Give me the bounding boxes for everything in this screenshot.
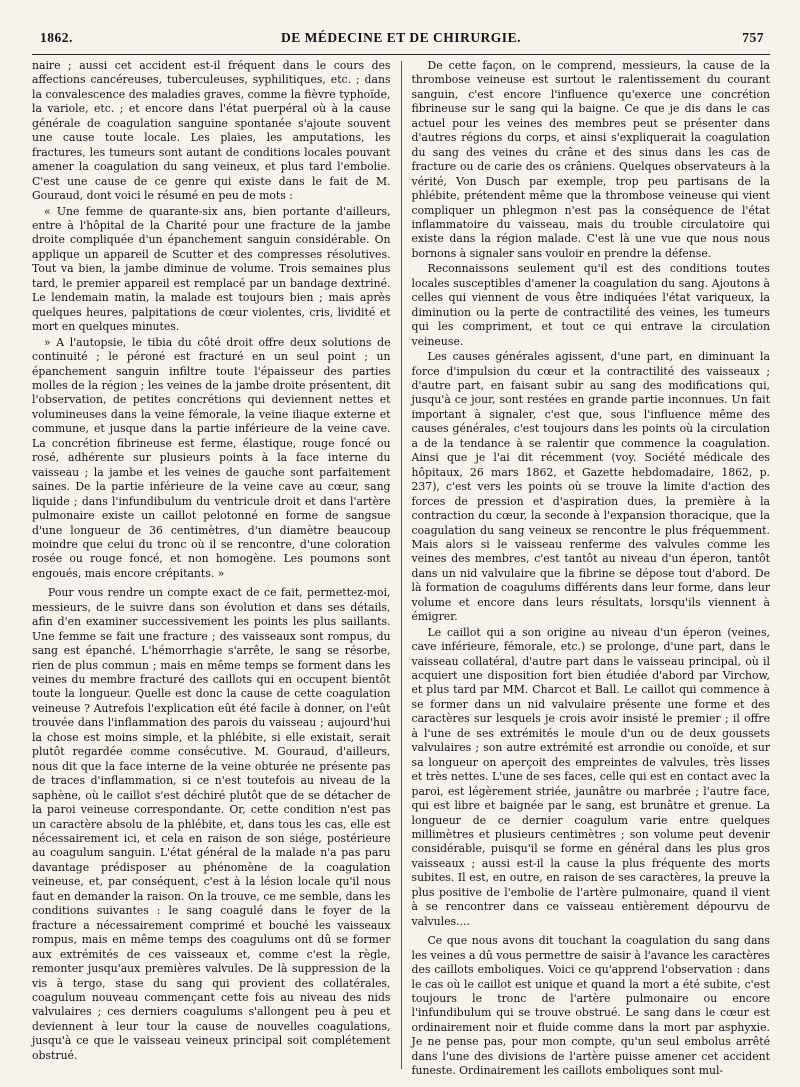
left-column [32, 59, 391, 1069]
header-year: 1862. [40, 30, 73, 45]
text-columns [32, 59, 770, 1078]
page-number: 757 [742, 30, 764, 45]
paragraph: naire ; aussi cet accident est-il fréquent dans le cours des affections cancéreuses, tuberculeuses, syphilitiques, etc. ; dans la convalescence des maladies graves, comme la fièvre typhoïde, la variole, etc. ; et encore dans l'état puerpéral où à la cause générale de coagulation sanguine spontanée s'ajoute souvent une cause toute locale. Les plaies, les amputations, les fractures, les tumeurs sont autant de conditions locales pouvant amener la coagulation du sang veineux, et plus tard l'embolie. C'est une cause de ce genre qui existe dans le fait de M. Gouraud, dont voici le résumé en peu de mots : [32, 59, 391, 203]
column-divider [401, 61, 402, 1069]
paragraph: Reconnaissons seulement qu'il est des conditions toutes locales susceptibles d'amener la coagulation du sang. Ajoutons à celles qui viennent de vous être indiquées l'état variqueux, la diminution ou la perte de contractilité des veines, les tumeurs qui les compriment, et tout ce qui entrave la circulation veineuse. [411, 262, 770, 348]
quoted-autopsy: » A l'autopsie, le tibia du côté droit offre deux solutions de continuité ; le péroné est fracturé en un seul point ; un épanchement sanguin infiltre toute l'épaisseur des parties molles de la région ; les veines de la jambe droite présentent, dit l'observation, de petites concrétions qui deviennent nettes et volumineuses dans la veine fémorale, la veine iliaque externe et commune, et jusque dans la partie inférieure de la veine cave. La concrétion fibrineuse est ferme, élastique, rouge foncé ou rosé, adhérente sur plusieurs points à la face interne du vaisseau ; la jambe et les veines de gauche sont parfaitement saines. De la partie inférieure de la veine cave au cœur, sang liquide ; dans l'infundibulum du ventricule droit et dans l'artère pulmonaire existe un caillot pelotonné en forme de sangsue d'une longueur de 36 centimètres, d'un diamètre beaucoup moindre que celui du tronc où il se rencontre, d'une coloration rosée ou rouge foncé, et non homogène. Les poumons sont engoués, mais encore crépitants. » [32, 335, 391, 580]
quoted-observation: « Une femme de quarante-six ans, bien portante d'ailleurs, entre à l'hôpital de la Charité pour une fracture de la jambe droite compliquée d'un épanchement sanguin considérable. On applique un appareil de Scutter et des compresses résolutives. Tout va bien, la jambe diminue de volume. Trois semaines plus tard, le premier appareil est remplacé par un bandage dextriné. Le lendemain matin, la malade est toujours bien ; mais après quelques heures, palpitations de cœur violentes, cris, lividité et mort en quelques minutes. [32, 204, 391, 334]
paragraph: Ce que nous avons dit touchant la coagulation du sang dans les veines a dû vous permettre de saisir à l'avance les caractères des caillots emboliques. Voici ce qu'apprend l'observation : dans le cas où le caillot est unique et quand la mort a été subite, c'est toujours le tronc de l'artère pulmonaire ou encore l'infundibulum qui se trouve obstrué. Le sang dans le cœur est ordinairement noir et fluide comme dans la mort par asphyxie. Je ne pense pas, pour mon compte, qu'un seul embolus arrêté dans l'une des divisions de l'artère puisse amener cet accident funeste. Ordinairement les caillots emboliques sont mul- [411, 934, 770, 1078]
paragraph: De cette façon, on le comprend, messieurs, la cause de la thrombose veineuse est surtout le ralentissement du courant sanguin, c'est encore l'influence qu'exerce une concrétion fibrineuse sur le sang qui la baigne. Ce que je dis dans le cas actuel pour les veines des membres peut se présenter dans d'autres régions du corps, et ainsi s'expliquerait la coagulation du sang des veines du crâne et des sinus dans les cas de fracture ou de carie des os crâniens. Quelques observateurs à la vérité, Von Dusch par exemple, trop peu partisans de la phlébite, prétendent même que la thrombose veineuse qui vient compliquer un phlegmon n'est pas la conséquence de l'état inflammatoire du vaisseau, mais du trouble circulatoire qui existe dans la région malade. C'est là une vue que nous nous bornons à signaler sans vouloir en prendre la défense. [411, 59, 770, 260]
header-title: DE MÉDECINE ET DE CHIRURGIE. [281, 30, 521, 45]
header-rule [32, 54, 770, 55]
paragraph: Le caillot qui a son origine au niveau d'un éperon (veines, cave inférieure, fémorale, etc.) se prolonge, d'une part, dans le vaisseau collatéral, d'autre part dans le vaisseau principal, où il acquiert une disposition fort bien étudiée d'abord par Virchow, et plus tard par MM. Charcot et Ball. Le caillot qui commence à se former dans un nid valvulaire présente une forme et des caractères sur lesquels je crois avoir insisté le premier ; il offre à l'une de ses extrémités le moule d'un ou de deux goussets valvulaires ; son autre extrémité est arrondie ou conoïde, et sur sa longueur on aperçoit des empreintes de valvules, très lisses et très nettes. L'une de ses faces, celle qui est en contact avec la paroi, est légèrement striée, jaunâtre ou marbrée ; l'autre face, qui est libre et baignée par le sang, est brunâtre et grenue. La longueur de ce dernier coagulum varie entre quelques millimètres et plusieurs centimètres ; son volume peut devenir considérable, puisqu'il se forme en général dans les plus gros vaisseaux ; aussi est-il la cause la plus fréquente des morts subites. Il est, en outre, en raison de ses caractères, la preuve la plus positive de l'embolie de l'artère pulmonaire, quand il vient à se rencontrer dans ce vaisseau entièrement dépourvu de valvules.... [411, 625, 770, 928]
paragraph: Les causes générales agissent, d'une part, en diminuant la force d'impulsion du cœur et la contractilité des vaisseaux ; d'autre part, en faisant subir au sang des modifications qui, jusqu'à ce jour, sont restées en grande partie inconnues. Un fait important à signaler, c'est que, sous l'influence même des causes générales, c'est toujours dans les points où la circulation a de la tendance à se ralentir que commence la coagulation. Ainsi que je l'ai dit récemment (voy. Société médicale des hôpitaux, 26 mars 1862, et Gazette hebdomadaire, 1862, p. 237), c'est vers les points où se trouve la limite d'action des forces de pression et d'aspiration dues, la première à la contraction du cœur, la seconde à l'expansion thoracique, que la coagulation du sang veineux se rencontre le plus fréquemment. Mais alors si le vaisseau renferme des valvules comme les veines des membres, c'est tantôt au niveau d'un éperon, tantôt dans un nid valvulaire que la fibrine se dépose tout d'abord. De là formation de coagulums différents dans leur forme, dans leur volume et encore dans leurs résultats, lorsqu'ils viennent à émigrer. [411, 350, 770, 624]
running-header [32, 28, 770, 52]
paragraph: Pour vous rendre un compte exact de ce fait, permettez-moi, messieurs, de le suivre dans son évolution et dans ses détails, afin d'en examiner successivement les points les plus saillants. Une femme se fait une fracture ; des vaisseaux sont rompus, du sang est épanché. L'hémorrhagie s'arrête, le sang se résorbe, rien de plus commun ; mais en même temps se forment dans les veines du membre fracturé des caillots qui en occupent bientôt toute la longueur. Quelle est donc la cause de cette coagulation veineuse ? Autrefois l'explication eût été facile à donner, on l'eût trouvée dans l'inflammation des parois du vaisseau ; aujourd'hui la chose est moins simple, et la phlébite, si elle existait, serait plutôt regardée comme consécutive. M. Gouraud, d'ailleurs, nous dit que la face interne de la veine obturée ne présente pas de traces d'inflammation, si ce n'est toutefois au niveau de la saphène, où le caillot s'est déchiré plutôt que de se détacher de la paroi veineuse correspondante. Or, cette condition n'est pas un caractère absolu de la phlébite, et, dans tous les cas, elle est nécessairement ici, et cela en raison de son siége, postérieure au coagulum sanguin. L'état général de la malade n'a pas paru davantage prédisposer au phénomène de la coagulation veineuse, et, par conséquent, c'est à la lésion locale qu'il nous faut en demander la raison. On la trouve, ce me semble, dans les conditions suivantes : le sang coagulé dans le foyer de la fracture a nécessairement comprimé et bouché les vaisseaux rompus, mais en même temps des coagulums ont dû se former aux extrémités de ces vaisseaux et, comme c'est la règle, remonter jusqu'aux premières valvules. De là suppression de la vis à tergo, stase du sang qui provient des collatérales, coagulum nouveau commençant cette fois au niveau des nids valvulaires ; ces derniers coagulums s'allongent peu à peu et deviennent à leur tour la cause de nouvelles coagulations, jusqu'à ce que le vaisseau veineux principal soit complétement obstrué. [32, 586, 391, 1062]
right-column [411, 59, 771, 1078]
